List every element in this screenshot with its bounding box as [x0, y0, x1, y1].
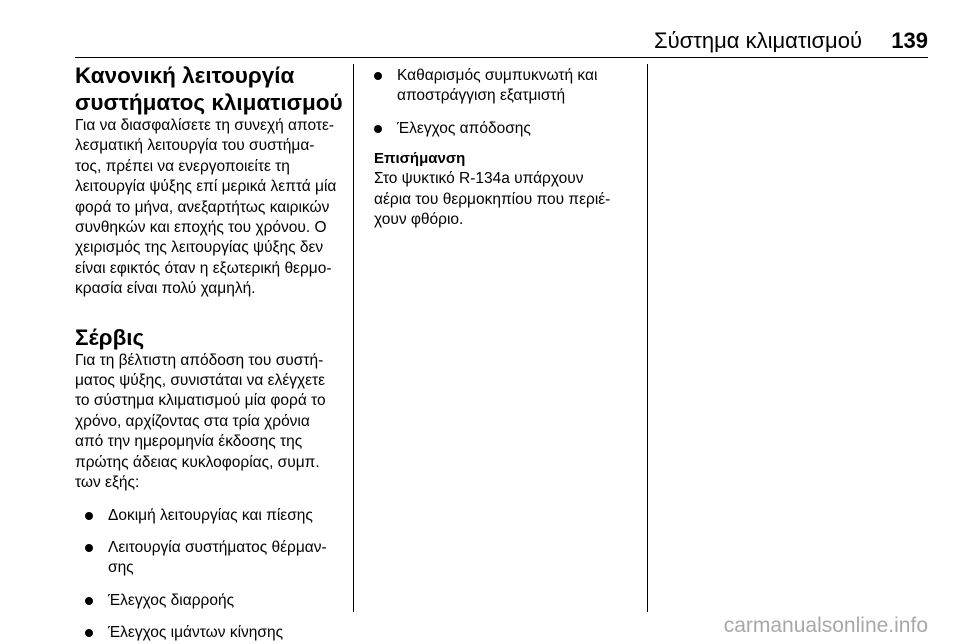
body-line: πρώτης άδειας κυκλοφορίας, συμπ.: [75, 453, 320, 471]
body-line: τος, πρέπει να ενεργοποιείτε τη: [75, 157, 290, 175]
body-line: λειτουργία ψύξης επί μερικά λεπτά μία: [75, 178, 337, 196]
service-bullet-list-continued: [374, 66, 638, 139]
list-item-text: Έλεγχος απόδοσης: [397, 119, 531, 137]
section-title-line: Κανονική λειτουργία: [75, 63, 295, 88]
body-line: των εξής:: [75, 474, 140, 492]
list-item-text: αποστράγγιση εξατμιστή: [397, 87, 566, 105]
section-title-line: συστήματος κλιματισμού: [75, 90, 343, 115]
section-body: [75, 351, 347, 494]
body-line: χρόνο, αρχίζοντας στα τρία χρόνια: [75, 412, 310, 430]
body-line: συνθηκών και εποχής του χρόνου. Ο: [75, 219, 327, 237]
body-line: από την ημερομηνία έκδοσης της: [75, 433, 303, 451]
bullet-dot-icon: [85, 544, 93, 552]
left-column: [75, 62, 347, 644]
section-body: [75, 116, 347, 300]
list-item-text: σης: [108, 559, 134, 577]
list-item-text: Λειτουργία συστήματος θέρμαν-: [108, 538, 327, 556]
list-item: [374, 66, 638, 107]
body-line: λεσματική λειτουργία του συστήμα-: [75, 137, 315, 155]
middle-column: [374, 62, 638, 230]
service-bullet-list: [75, 506, 347, 644]
list-item: [85, 591, 347, 611]
section-service: [75, 324, 347, 644]
body-line: Για να διασφαλίσετε τη συνεχή αποτε-: [75, 117, 335, 134]
column-divider-right: [647, 64, 648, 612]
header-rule: [75, 57, 928, 58]
note-title: Επισήμανση: [374, 150, 466, 168]
section-title-service: Σέρβις: [75, 324, 145, 350]
list-item-text: Δοκιμή λειτουργίας και πίεσης: [108, 506, 313, 524]
body-line: ματος ψύξης, συνιστάται να ελέγχετε: [75, 372, 326, 390]
bullet-dot-icon: [374, 72, 382, 80]
body-line: Για τη βέλτιστη απόδοση του συστή-: [75, 351, 324, 369]
section-gap: [75, 300, 347, 324]
bullet-dot-icon: [374, 125, 382, 133]
note-block: [374, 149, 638, 230]
body-line: το σύστημα κλιματισμού μία φορά το: [75, 392, 326, 410]
body-line: φορά το μήνα, ανεξαρτήτως καιρικών: [75, 198, 330, 216]
note-line: χουν φθόριο.: [374, 211, 464, 229]
page-number: 139: [891, 28, 928, 53]
list-item: [85, 538, 347, 579]
list-item-text: Έλεγχος διαρροής: [108, 591, 235, 609]
list-item: [374, 119, 638, 139]
list-item-text: Καθαρισμός συμπυκνωτή και: [397, 67, 598, 84]
note-line: Στο ψυκτικό R-134a υπάρχουν: [374, 170, 584, 188]
column-divider-left: [353, 64, 354, 612]
bullet-dot-icon: [85, 512, 93, 520]
bullet-dot-icon: [85, 597, 93, 605]
body-line: χειρισμός της λειτουργίας ψύξης δεν: [75, 239, 324, 257]
section-title-normal-operation: [75, 62, 347, 116]
bullet-dot-icon: [85, 629, 93, 637]
list-item-text: Έλεγχος ιμάντων κίνησης: [108, 624, 284, 642]
header-title: Σύστημα κλιματισμού: [653, 28, 862, 53]
section-normal-operation: [75, 62, 347, 300]
body-line: είναι εφικτός όταν η εξωτερική θερμο-: [75, 259, 332, 277]
note-line: αέρια του θερμοκηπίου που περιέ-: [374, 190, 611, 208]
body-line: κρασία είναι πολύ χαμηλή.: [75, 280, 256, 298]
list-item: [85, 506, 347, 526]
list-item: [85, 623, 347, 643]
watermark: carmanualsonline.info: [723, 614, 928, 637]
